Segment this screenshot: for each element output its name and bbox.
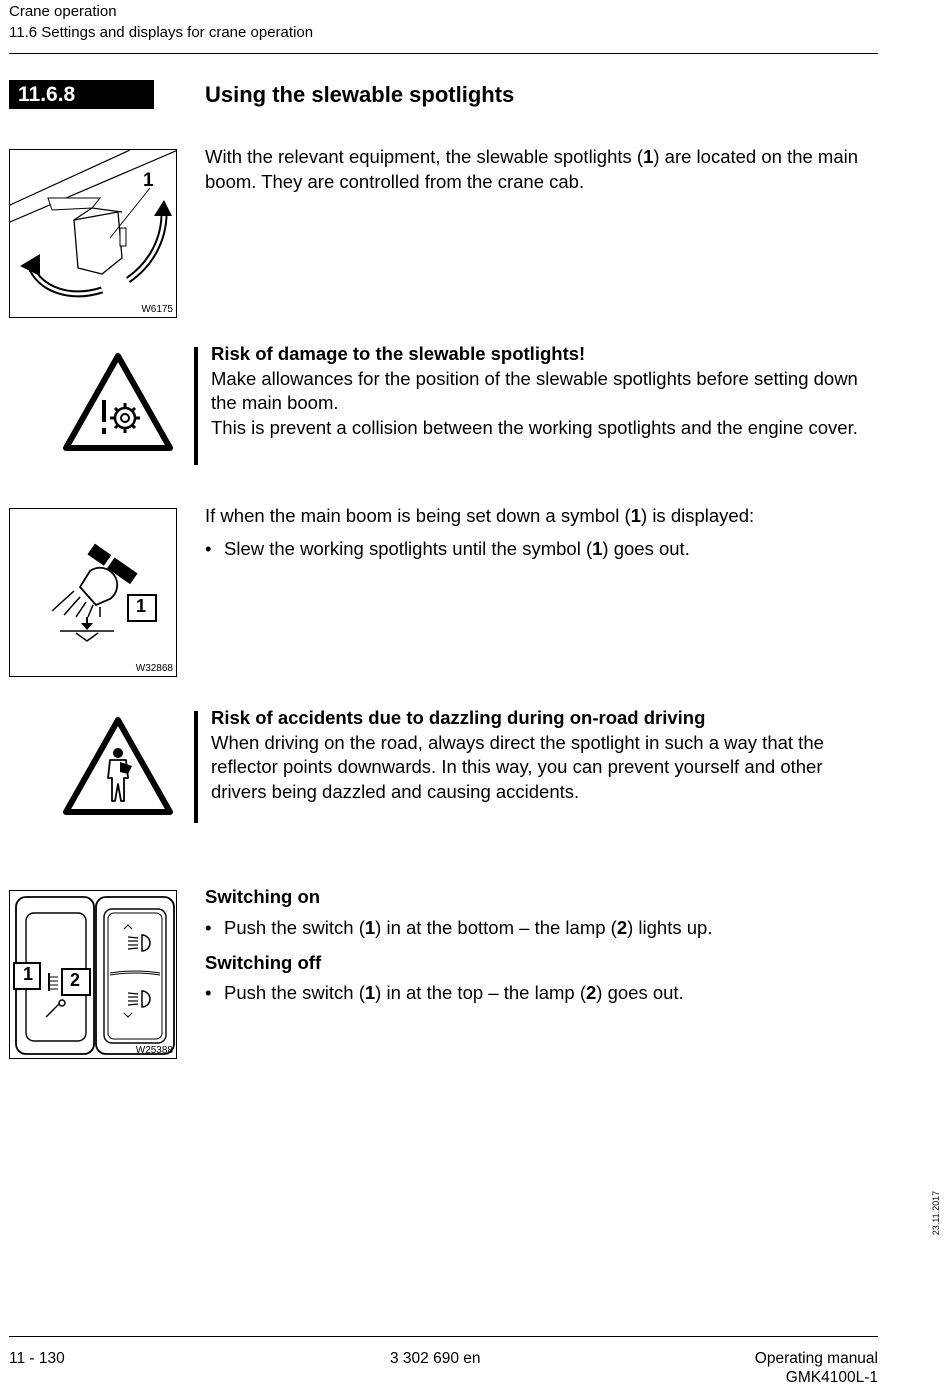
figure-label-1: 1: [136, 596, 147, 616]
section-title: Using the slewable spotlights: [205, 82, 515, 107]
intro-paragraph: With the relevant equipment, the slewable spotlights (1) are located on the main boom. They are controlled from the crane cab.: [205, 146, 859, 192]
warning-title: Risk of damage to the slewable spotlights!: [211, 343, 586, 364]
bullet-item: • Slew the working spotlights until the symbol (1) goes out.: [205, 538, 690, 559]
header-chapter: Crane operation: [9, 3, 117, 20]
bullet-dot: •: [205, 538, 212, 559]
footer-page-number: 11 - 130: [9, 1350, 65, 1367]
figure-spotlight-slew: [9, 149, 177, 318]
ref-number: 1: [592, 538, 603, 559]
switching-off-heading: Switching off: [205, 952, 322, 973]
warning-text: Make allowances for the position of the slewable spotlights before setting down the main boom.: [211, 367, 858, 413]
bullet-item: • Push the switch (1) in at the bottom – the lamp (2) lights up.: [205, 917, 713, 938]
warning-bar: [194, 347, 198, 465]
warning-damage: [211, 342, 881, 440]
switch-label-1: 1: [23, 964, 34, 984]
footer-manual: Operating manual: [754, 1350, 878, 1367]
switching-on-heading: Switching on: [205, 886, 321, 907]
warning-text: When driving on the road, always direct the spotlight in such a way that the reflector points downwards. In this way, you can prevent yourself and other drivers being dazzled and causing accidents.: [211, 731, 824, 802]
spotlight-symbol-illustration: [10, 509, 177, 677]
warning-accident: [211, 706, 881, 804]
footer-model: GMK4100L-1: [785, 1369, 878, 1386]
switch-panel-illustration: [10, 891, 177, 1059]
figure-code: W6175: [141, 304, 173, 315]
figure-code: W25388: [135, 1045, 173, 1056]
warning-bar: [194, 711, 198, 823]
accident-warning-icon: [62, 716, 174, 816]
bullet-item: • Push the switch (1) in at the top – the lamp (2) goes out.: [205, 982, 684, 1003]
lamp-label-2: 2: [70, 970, 81, 990]
damage-warning-icon: [62, 352, 174, 452]
warning-text: This is prevent a collision between the working spotlights and the engine cover.: [211, 416, 858, 438]
ref-number: 1: [364, 982, 376, 1003]
bullet-dot: •: [205, 917, 212, 938]
footer-doc-number: 3 302 690 en: [390, 1350, 481, 1367]
symbol-paragraph: If when the main boom is being set down a symbol (1) is displayed:: [205, 505, 755, 526]
ref-number: 1: [364, 917, 376, 938]
ref-number: 1: [630, 505, 642, 526]
header-section: 11.6 Settings and displays for crane operation: [9, 24, 314, 41]
ref-number: 2: [616, 917, 628, 938]
figure-switch-panel: [9, 890, 177, 1059]
section-number: 11.6.8: [9, 80, 154, 109]
footer-rule: [9, 1336, 878, 1337]
side-date: 23.11.2017: [931, 1190, 941, 1236]
figure-spotlight-symbol: [9, 508, 177, 677]
figure-code: W32868: [135, 663, 173, 674]
ref-number: 2: [585, 982, 597, 1003]
header-rule: [9, 53, 878, 54]
warning-title: Risk of accidents due to dazzling during on-road driving: [211, 707, 706, 728]
ref-number: 1: [643, 146, 654, 167]
bullet-dot: •: [205, 982, 212, 1003]
figure-label-1: 1: [143, 170, 154, 191]
